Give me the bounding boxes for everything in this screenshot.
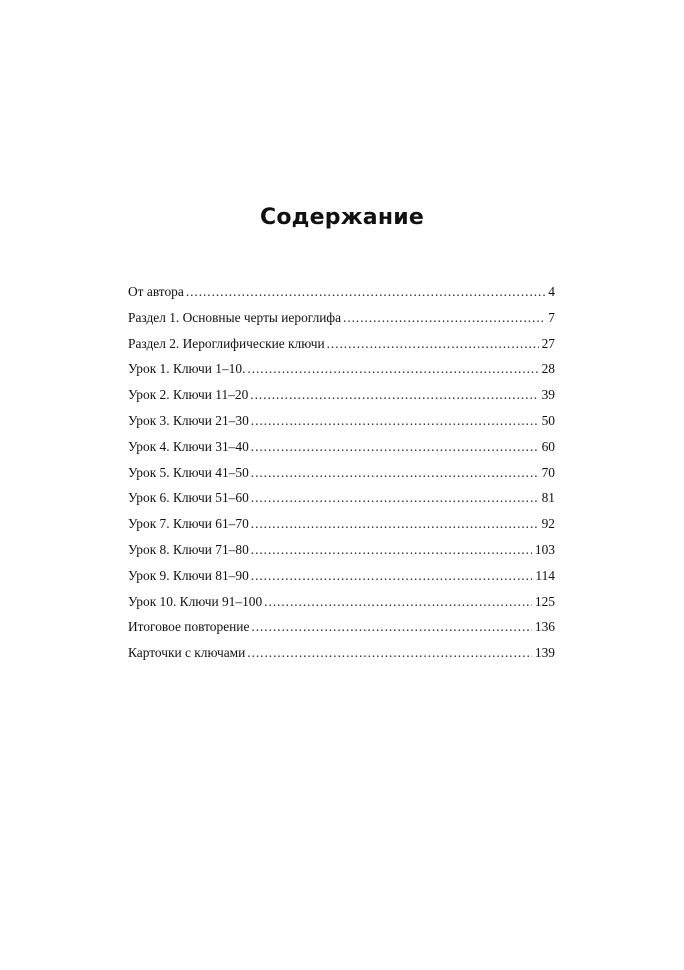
toc-entry bbox=[128, 361, 555, 387]
toc-entry-page-number: 103 bbox=[534, 541, 555, 557]
toc-entry bbox=[128, 594, 555, 620]
toc-entry-label: Урок 9. Ключи 81–90 bbox=[128, 567, 249, 583]
toc-entry bbox=[128, 619, 555, 645]
dot-leader bbox=[250, 387, 538, 403]
toc-entry-label: Раздел 1. Основные черты иероглифа bbox=[128, 309, 342, 325]
toc-entry-label: Урок 4. Ключи 31–40 bbox=[128, 438, 249, 454]
toc-entry-page-number: 50 bbox=[541, 412, 555, 428]
dot-leader bbox=[251, 568, 533, 584]
toc-entry-label: Урок 3. Ключи 21–30 bbox=[128, 412, 249, 428]
toc-entry bbox=[128, 645, 555, 671]
toc-entry-label: Урок 10. Ключи 91–100 bbox=[128, 593, 263, 609]
dot-leader bbox=[251, 516, 539, 532]
toc-entry-label: Раздел 2. Иероглифические ключи bbox=[128, 335, 325, 351]
dot-leader bbox=[343, 310, 545, 326]
toc-entry-page-number: 92 bbox=[541, 516, 555, 532]
toc-entry-page-number: 7 bbox=[548, 309, 555, 325]
toc-entry-label: Урок 1. Ключи 1–10. bbox=[128, 361, 246, 377]
dot-leader bbox=[251, 413, 539, 429]
dot-leader bbox=[251, 465, 539, 481]
toc-entry bbox=[128, 516, 555, 542]
table-of-contents bbox=[128, 284, 555, 671]
toc-entry bbox=[128, 568, 555, 594]
toc-entry bbox=[128, 439, 555, 465]
toc-entry-page-number: 70 bbox=[541, 464, 555, 480]
toc-entry bbox=[128, 284, 555, 310]
toc-entry-label: Урок 6. Ключи 51–60 bbox=[128, 490, 249, 506]
toc-entry-label: От автора bbox=[128, 284, 184, 299]
toc-entry bbox=[128, 336, 555, 362]
toc-entry bbox=[128, 387, 555, 413]
toc-entry bbox=[128, 490, 555, 516]
toc-entry-page-number: 139 bbox=[534, 645, 555, 661]
dot-leader bbox=[251, 619, 531, 635]
toc-entry-label: Итоговое повторение bbox=[128, 619, 250, 635]
toc-entry bbox=[128, 465, 555, 491]
toc-entry-page-number: 114 bbox=[535, 567, 555, 583]
toc-entry bbox=[128, 413, 555, 439]
dot-leader bbox=[251, 490, 539, 506]
dot-leader bbox=[251, 439, 539, 455]
toc-entry-label: Урок 5. Ключи 41–50 bbox=[128, 464, 249, 480]
toc-entry-page-number: 39 bbox=[541, 387, 555, 403]
toc-entry-label: Урок 8. Ключи 71–80 bbox=[128, 541, 249, 557]
toc-entry-page-number: 60 bbox=[541, 438, 555, 454]
dot-leader bbox=[264, 594, 532, 610]
toc-entry bbox=[128, 542, 555, 568]
dot-leader bbox=[186, 284, 545, 300]
dot-leader bbox=[327, 336, 539, 352]
toc-entry-label: Карточки с ключами bbox=[128, 645, 246, 661]
toc-entry-page-number: 136 bbox=[534, 619, 555, 635]
dot-leader bbox=[247, 361, 538, 377]
toc-entry-label: Урок 2. Ключи 11–20 bbox=[128, 387, 249, 403]
toc-entry-page-number: 27 bbox=[541, 335, 555, 351]
dot-leader bbox=[251, 542, 532, 558]
toc-entry-page-number: 28 bbox=[541, 361, 555, 377]
toc-entry-page-number: 125 bbox=[534, 593, 555, 609]
dot-leader bbox=[247, 645, 532, 661]
toc-entry-label: Урок 7. Ключи 61–70 bbox=[128, 516, 249, 532]
toc-entry-page-number: 4 bbox=[548, 284, 555, 299]
page-title: Содержание bbox=[260, 205, 424, 230]
toc-entry-page-number: 81 bbox=[541, 490, 555, 506]
toc-entry bbox=[128, 310, 555, 336]
